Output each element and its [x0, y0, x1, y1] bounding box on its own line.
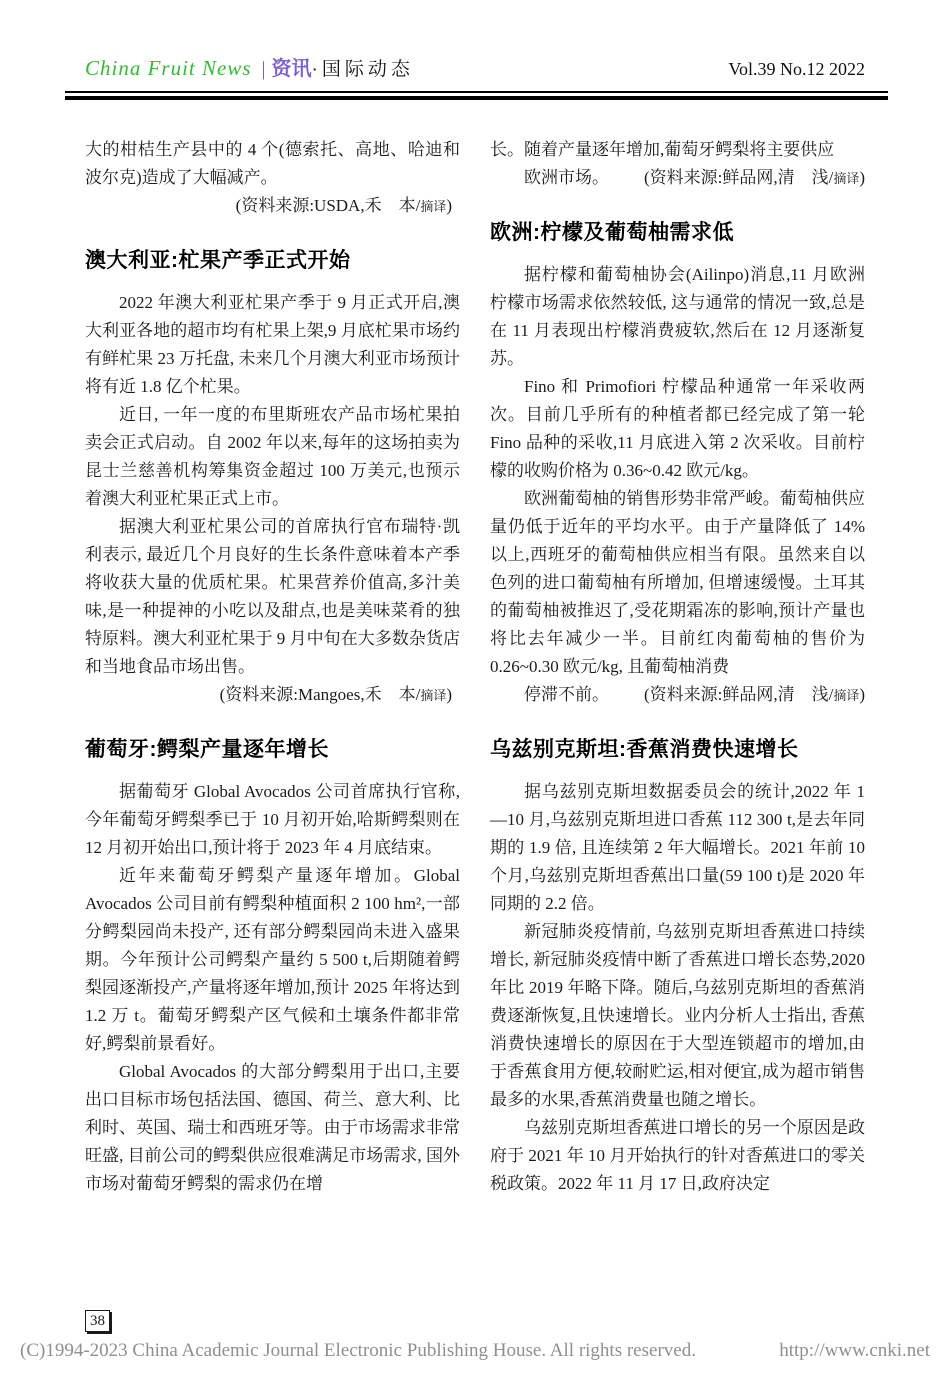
journal-name: China Fruit News: [85, 56, 252, 80]
source-translator-note: 摘译: [833, 688, 860, 703]
source-translator-note: 摘译: [833, 171, 860, 186]
paragraph: 近日, 一年一度的布里斯班农产品市场杧果拍卖会正式启动。自 2002 年以来,每年的这场拍卖为昆士兰慈善机构筹集资金超过 100 万美元,也预示着澳大利亚杧果正式上市。: [85, 405, 460, 508]
paragraph: Fino 和 Primofiori 柠檬品种通常一年采收两次。目前几乎所有的种植者都已经完成了第一轮 Fino 品种的采收,11 月底进入第 2 次采收。目前柠檬的收购价格为 0.36~0.42 欧元/kg。: [490, 377, 865, 480]
header-double-rule: [65, 91, 888, 100]
article-title-uzbekistan-banana: 乌兹别克斯坦:香蕉消费快速增长: [490, 738, 799, 761]
source-translator-note: 摘译: [420, 688, 447, 703]
page-header: [65, 52, 885, 81]
paragraph-last-line: 停滞不前。 (资料来源:鲜品网,清 浅/摘译): [490, 681, 865, 710]
source-translator-note: 摘译: [420, 199, 447, 214]
copyright-text: (C)1994-2023 China Academic Journal Electronic Publishing House. All rights reserved.: [20, 1340, 696, 1361]
source-line: (资料来源:鲜品网,清 浅/摘译): [643, 168, 865, 187]
paragraph: 乌兹别克斯坦香蕉进口增长的另一个原因是政府于 2021 年 10 月开始执行的针对香蕉进口的零关税政策。2022 年 11 月 17 日,政府决定: [490, 1118, 865, 1193]
issue-info: Vol.39 No.12 2022: [728, 59, 865, 79]
header-separator: |: [261, 58, 266, 80]
paragraph: 据乌兹别克斯坦数据委员会的统计,2022 年 1—10 月,乌兹别克斯坦进口香蕉 112 300 t,是去年同期的 1.9 倍, 且连续第 2 年大幅增长。2021 年前 10 个月,乌兹别克斯坦香蕉出口量(59 100 t)是 2020 年同期的 2.2 倍。: [490, 782, 865, 913]
source-line: (资料来源:Mangoes,禾 本/摘译): [219, 685, 452, 704]
section-label: 资讯: [271, 58, 312, 80]
article-title-portugal-avocado: 葡萄牙:鳄梨产量逐年增长: [85, 738, 329, 761]
column-right: [490, 136, 865, 1198]
header-left: [85, 52, 414, 81]
continuation-last-line: 欧洲市场。 (资料来源:鲜品网,清 浅/摘译): [490, 164, 865, 193]
paragraph: Global Avocados 的大部分鳄梨用于出口,主要出口目标市场包括法国、德国、荷兰、意大利、比利时、英国、瑞士和西班牙等。由于市场需求非常旺盛, 目前公司的鳄梨供应很难满足市场需求, 国外市场对葡萄牙鳄梨的需求仍在增: [85, 1062, 460, 1193]
copyright-bar: [20, 1340, 930, 1362]
paragraph: 新冠肺炎疫情前, 乌兹别克斯坦香蕉进口持续增长, 新冠肺炎疫情中断了香蕉进口增长态势,2020 年比 2019 年略下降。随后,乌兹别克斯坦的香蕉消费逐渐恢复,且快速增长。业内分析人士指出, 香蕉消费快速增长的原因在于大型连锁超市的增加,由于香蕉食用方便,较耐贮运,相对便宜,成为超市销售最多的水果,香蕉消费量也随之增长。: [490, 922, 865, 1109]
source-line: (资料来源:鲜品网,清 浅/摘译): [643, 685, 865, 704]
paragraph: 据柠檬和葡萄柚协会(Ailinpo)消息,11 月欧洲柠檬市场需求依然较低, 这与通常的情况一致,总是在 11 月表现出柠檬消费疲软,然后在 12 月逐渐复苏。: [490, 265, 865, 368]
paragraph: 据澳大利亚杧果公司的首席执行官布瑞特·凯利表示, 最近几个月良好的生长条件意味着本产季将收获大量的优质杧果。杧果营养价值高,多汁美味,是一种提神的小吃以及甜点,也是美味菜肴的独特原料。澳大利亚杧果于 9 月中旬在大多数杂货店和当地食品市场出售。: [85, 517, 460, 676]
article-title-europe-lemon-grapefruit: 欧洲:柠檬及葡萄柚需求低: [490, 221, 734, 244]
paragraph: 欧洲葡萄柚的销售形势非常严峻。葡萄柚供应量仍低于近年的平均水平。由于产量降低了 14%以上,西班牙的葡萄柚供应相当有限。虽然来自以色列的进口葡萄柚有所增加, 但增速缓慢。土耳其的葡萄柚被推迟了,受花期霜冻的影响,预计产量也将比去年减少一半。目前红肉葡萄柚的售价为 0.26~0.30 欧元/kg, 且葡萄柚消费: [490, 489, 865, 676]
source-line: (资料来源:USDA,禾 本/摘译): [235, 196, 452, 215]
page-body: [85, 136, 865, 1198]
cnki-url: http://www.cnki.net: [779, 1340, 930, 1361]
section-sublabel: ·国际动态: [311, 59, 414, 80]
paragraph: 据葡萄牙 Global Avocados 公司首席执行官称,今年葡萄牙鳄梨季已于 10 月初开始,哈斯鳄梨则在 12 月初开始出口,预计将于 2023 年 4 月底结束。: [85, 782, 460, 857]
continuation-paragraph: 长。随着产量逐年增加,葡萄牙鳄梨将主要供应: [490, 140, 835, 159]
page-number: 38: [85, 1310, 110, 1332]
continuation-paragraph: 大的柑桔生产县中的 4 个(德索托、高地、哈迪和波尔克)造成了大幅减产。: [85, 140, 460, 187]
paragraph: 近年来葡萄牙鳄梨产量逐年增加。Global Avocados 公司目前有鳄梨种植面积 2 100 hm²,一部分鳄梨园尚未投产, 还有部分鳄梨园尚未进入盛果期。今年预计公司鳄梨产量约 5 500 t,后期随着鳄梨园逐渐投产,产量将逐年增加,预计 2025 年将达到 1.2 万 t。葡萄牙鳄梨产区气候和土壤条件都非常好,鳄梨前景看好。: [85, 866, 460, 1053]
paragraph: 2022 年澳大利亚杧果产季于 9 月正式开启,澳大利亚各地的超市均有杧果上架,9 月底杧果市场约有鲜杧果 23 万托盘, 未来几个月澳大利亚市场预计将有近 1.8 亿个杧果。: [85, 293, 460, 396]
column-left: [85, 136, 460, 1198]
article-title-australia-mango: 澳大利亚:杧果产季正式开始: [85, 249, 351, 272]
